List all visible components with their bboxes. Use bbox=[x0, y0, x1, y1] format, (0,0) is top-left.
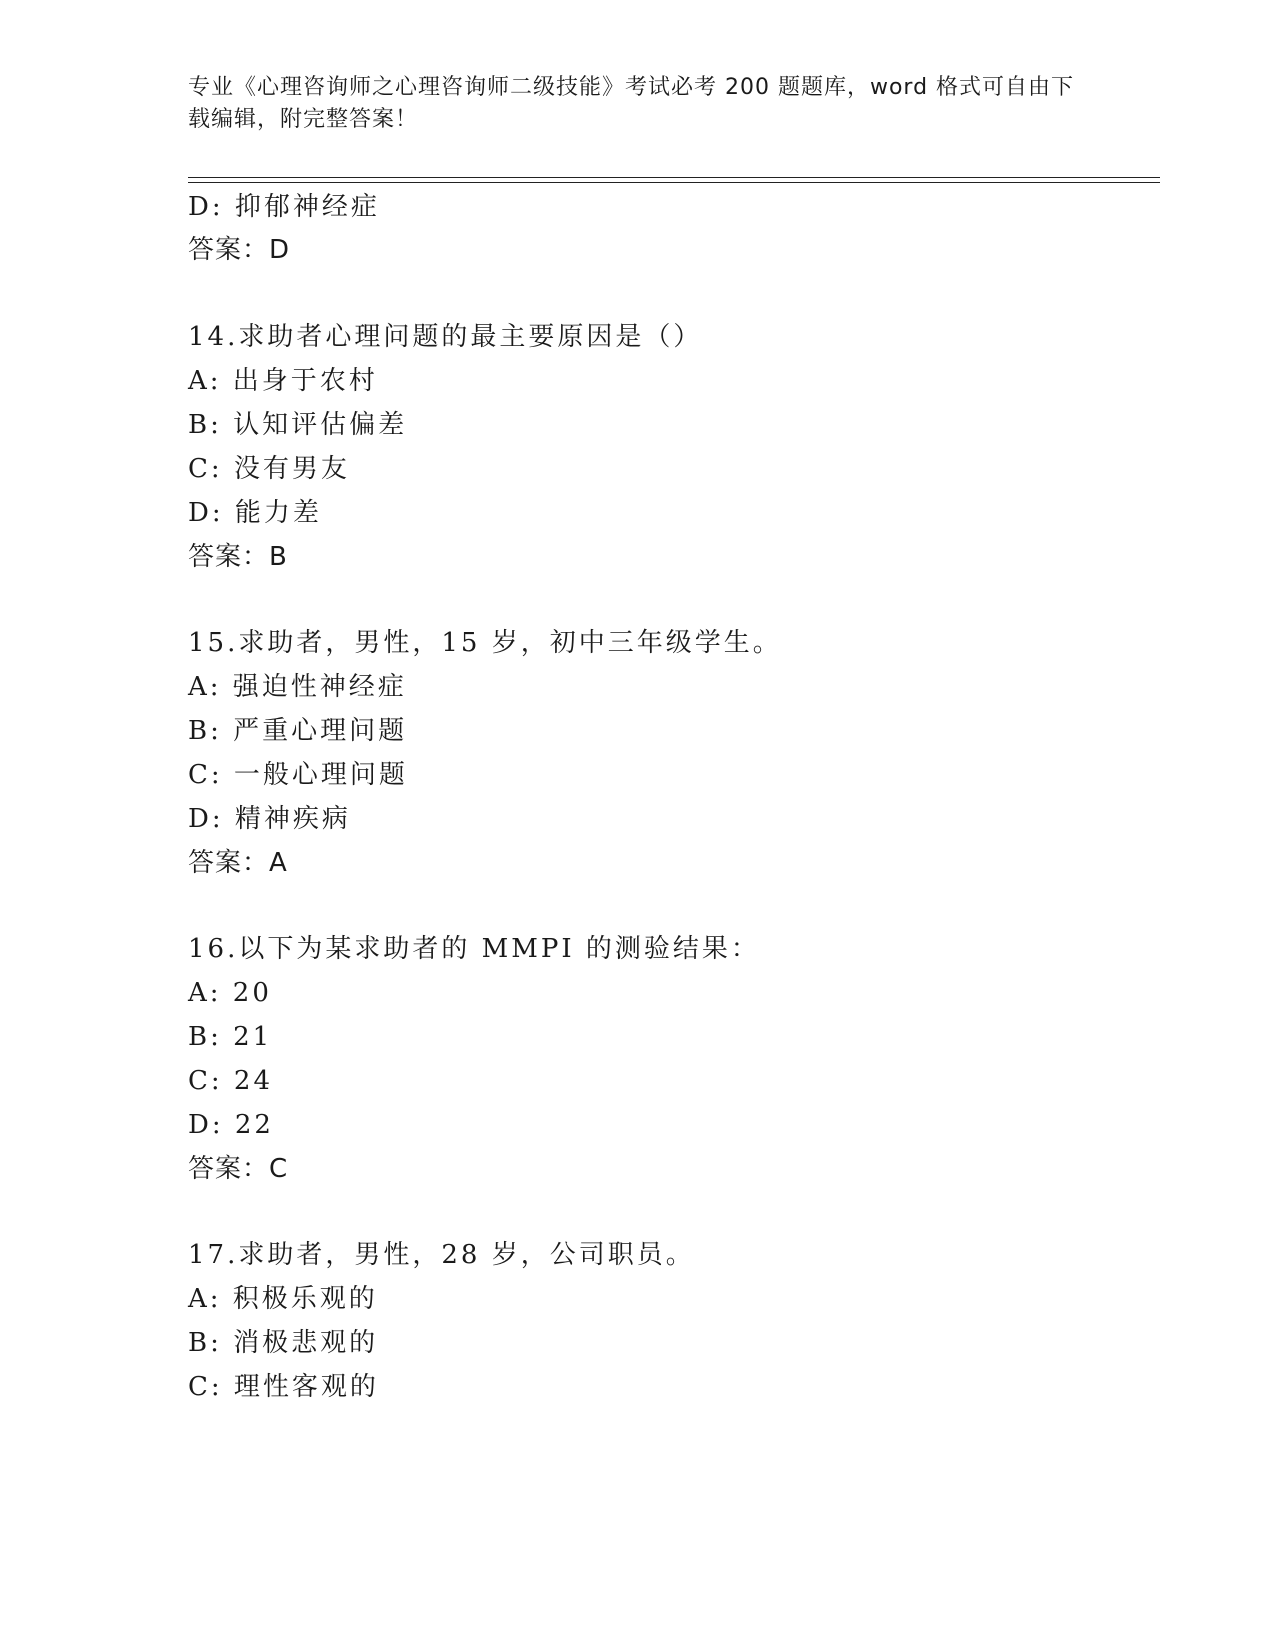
option-b: B: 消极悲观的 bbox=[188, 1328, 379, 1358]
question-17: 17.求助者，男性，28 岁，公司职员。 bbox=[188, 1240, 695, 1270]
option-c: C: 一般心理问题 bbox=[188, 760, 408, 790]
option-b: B: 认知评估偏差 bbox=[188, 410, 408, 440]
answer-line: 答案：C bbox=[188, 1154, 289, 1184]
option-d: D: 能力差 bbox=[188, 498, 322, 528]
option-a: A: 出身于农村 bbox=[188, 366, 378, 396]
answer-line: 答案：D bbox=[188, 235, 291, 265]
option-c: C: 理性客观的 bbox=[188, 1372, 379, 1402]
option-b: B: 21 bbox=[188, 1022, 273, 1052]
option-a: A: 强迫性神经症 bbox=[188, 672, 407, 702]
option-d: D: 22 bbox=[188, 1110, 274, 1140]
question-15: 15.求助者，男性，15 岁，初中三年级学生。 bbox=[188, 628, 782, 658]
answer-line: 答案：B bbox=[188, 542, 288, 572]
document-header: 专业《心理咨询师之心理咨询师二级技能》考试必考 200 题题库，word 格式可自由下载编辑，附完整答案！ bbox=[188, 75, 1075, 132]
header-rule-bottom bbox=[188, 182, 1160, 183]
option-d: D: 抑郁神经症 bbox=[188, 192, 380, 222]
header-rule-top bbox=[188, 177, 1160, 178]
option-a: A: 20 bbox=[188, 978, 272, 1008]
question-14: 14.求助者心理问题的最主要原因是（） bbox=[188, 322, 703, 352]
option-b: B: 严重心理问题 bbox=[188, 716, 408, 746]
answer-line: 答案：A bbox=[188, 848, 288, 878]
option-c: C: 24 bbox=[188, 1066, 274, 1096]
option-a: A: 积极乐观的 bbox=[188, 1284, 378, 1314]
option-c: C: 没有男友 bbox=[188, 454, 350, 484]
question-16: 16.以下为某求助者的 MMPI 的测验结果： bbox=[188, 934, 760, 964]
option-d: D: 精神疾病 bbox=[188, 804, 351, 834]
